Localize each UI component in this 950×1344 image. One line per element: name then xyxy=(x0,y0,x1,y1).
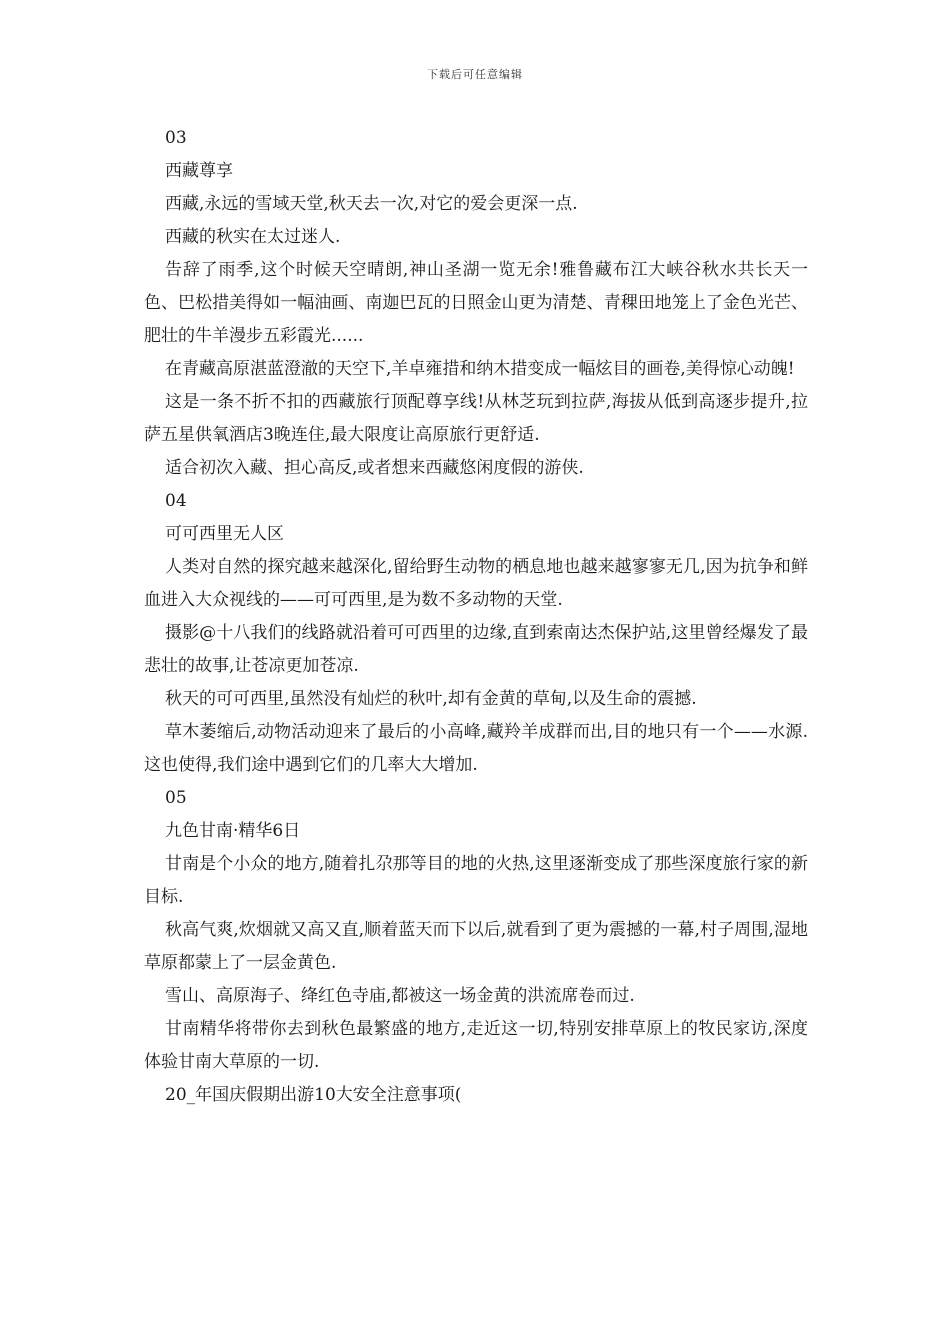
section-number: 05 xyxy=(165,788,187,808)
paragraph: 告辞了雨季,这个时候天空晴朗,神山圣湖一览无余!雅鲁藏布江大峡谷秋水共长天一色、巴松措美得如一幅油画、南迦巴瓦的日照金山更为清楚、青稞田地笼上了金色光芒、肥壮的牛羊漫步五彩霞光...... xyxy=(144,260,808,346)
section-number: 03 xyxy=(165,128,187,148)
paragraph: 适合初次入藏、担心高反,或者想来西藏悠闲度假的游侠. xyxy=(165,458,584,478)
paragraph: 草木萎缩后,动物活动迎来了最后的小高峰,藏羚羊成群而出,目的地只有一个——水源.这也使得,我们途中遇到它们的几率大大增加. xyxy=(144,722,808,775)
paragraph: 20_年国庆假期出游10大安全注意事项( xyxy=(165,1085,462,1105)
paragraph: 雪山、高原海子、绛红色寺庙,都被这一场金黄的洪流席卷而过. xyxy=(165,986,635,1006)
section-title: 九色甘南·精华6日 xyxy=(165,821,301,841)
paragraph: 甘南精华将带你去到秋色最繁盛的地方,走近这一切,特别安排草原上的牧民家访,深度体验甘南大草原的一切. xyxy=(144,1019,808,1072)
section-title: 西藏尊享 xyxy=(165,161,233,181)
paragraph: 人类对自然的探究越来越深化,留给野生动物的栖息地也越来越寥寥无几,因为抗争和鲜血进入大众视线的——可可西里,是为数不多动物的天堂. xyxy=(144,557,808,610)
paragraph: 西藏,永远的雪域天堂,秋天去一次,对它的爱会更深一点. xyxy=(165,194,578,214)
section-number: 04 xyxy=(165,491,187,511)
paragraph: 这是一条不折不扣的西藏旅行顶配尊享线!从林芝玩到拉萨,海拔从低到高逐步提升,拉萨五星供氧酒店3晚连住,最大限度让高原旅行更舒适. xyxy=(144,392,808,445)
paragraph: 甘南是个小众的地方,随着扎尕那等目的地的火热,这里逐渐变成了那些深度旅行家的新目标. xyxy=(144,854,808,907)
page-header: 下载后可任意编辑 xyxy=(427,68,523,81)
section-title: 可可西里无人区 xyxy=(165,524,284,544)
paragraph: 西藏的秋实在太过迷人. xyxy=(165,227,341,247)
paragraph: 摄影@十八我们的线路就沿着可可西里的边缘,直到索南达杰保护站,这里曾经爆发了最悲壮的故事,让苍凉更加苍凉. xyxy=(144,623,808,676)
paragraph: 秋高气爽,炊烟就又高又直,顺着蓝天而下以后,就看到了更为震撼的一幕,村子周围,湿地草原都蒙上了一层金黄色. xyxy=(144,920,808,973)
paragraph: 在青藏高原湛蓝澄澈的天空下,羊卓雍措和纳木措变成一幅炫目的画卷,美得惊心动魄! xyxy=(165,359,795,379)
document-body xyxy=(144,122,808,1112)
paragraph: 秋天的可可西里,虽然没有灿烂的秋叶,却有金黄的草甸,以及生命的震撼. xyxy=(165,689,697,709)
